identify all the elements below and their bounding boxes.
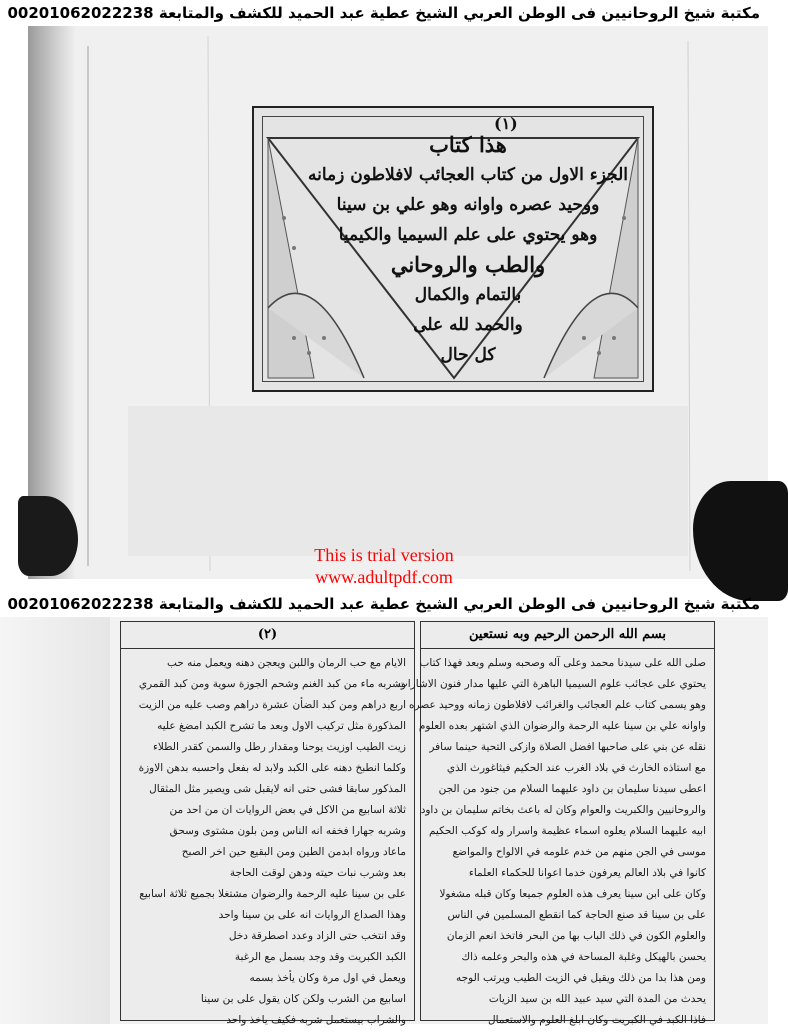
text-line: ويعمل في اول مرة وكان يأخذ بسمه: [249, 972, 406, 984]
text-line: اربع دراهم ومن كبد الضأن عشرة دراهم وصب عليه من الزيت: [138, 699, 406, 711]
trial-watermark-line1: This is trial version: [314, 545, 454, 565]
text-line: الايام مع حب الرمان واللبن ويعجن دهنه ويعمل منه حب: [167, 657, 406, 669]
scan-blank-margin: [0, 617, 110, 1024]
title-line: هذا كتاب: [429, 132, 507, 157]
scanned-page-title: [28, 26, 768, 579]
text-line: فاذا الكبد في الكبريت وكان ابلغ العلوم والاستعمال: [487, 1014, 706, 1026]
text-line: على بن سينا عليه الرحمة والرضوان مشتغلا بجميع ثلاثة اسابيع: [139, 888, 406, 900]
text-line: وقد انتخب حتى الزاد وعدد اصطرقة دخل: [228, 930, 406, 942]
title-line: وهو يحتوي على علم السيميا والكيميا: [338, 225, 598, 245]
text-line: والعلوم الكون في ذلك الباب بها من البحر فاتخذ انعم الزمان: [446, 930, 706, 942]
text-line: وهذا الصداع الروايات انه على بن سينا واحد: [218, 909, 406, 921]
text-column-left: [120, 621, 415, 1026]
column-body: [397, 649, 714, 1035]
text-line: مع استاذه الخارث في بلاد الغرب عند الحكيم فيثاغورث الذي: [446, 762, 706, 774]
scanned-page-text: [0, 617, 768, 1024]
text-line: يحسن بالهيكل وغلبة المساحة في هذه والبحر وعلمه ذاك: [461, 951, 706, 963]
text-line: بعد وشرب نبات حيته ودهن لوقت الحاجة: [229, 867, 406, 879]
text-line: اسابيع من الشرب ولكن كان يقول على بن سينا: [200, 993, 406, 1005]
title-line: والحمد لله على: [413, 315, 523, 335]
text-line: وشربه جهارا فخفه انه الناس ومن بلون مشتوى وسحق: [169, 825, 406, 837]
title-line: والطب والروحاني: [390, 252, 546, 277]
text-line: ومن هذا بدا من ذلك ويقيل في الزيت الطيب ويرتب الوجه: [456, 972, 706, 984]
column-header: بسم الله الرحمن الرحيم وبه نستعين: [421, 622, 714, 649]
text-line: يحدث من المدة التي سيد عبيد الله بن سيد الزيات: [488, 993, 706, 1005]
title-line: ووحيد عصره واوانه وهو علي بن سينا: [336, 195, 600, 215]
text-line: ثلاثة اسابيع من الاكل في بعض الروايات ان من احد من: [169, 804, 406, 816]
book-title: [294, 130, 642, 370]
text-line: وكان على ابن سينا يعرف هذه العلوم جميعا وكان قبله مشغولا: [439, 888, 706, 900]
text-line: على بن سينا قد صنع الحاجة كما انقطع المسلمين في الناس: [447, 909, 706, 921]
header-phone: 00201062022238: [7, 595, 154, 613]
text-line: وكلما انطبخ دهنه على الكبد ولابد له بفعل واحسبه بدهن الاوزة: [138, 762, 406, 774]
text-line: المذكور سابقا فشى حتى انه لايقبل شى ويصير مثل المثقال: [149, 783, 406, 795]
text-line: المذكورة مثل تركيب الاول وبعد ما تشرح الكبد امضغ عليه: [157, 720, 406, 732]
library-header-bottom: [0, 591, 768, 617]
text-line: وهو يسمى كتاب علم العجائب والغرائب لافلاطون زمانه ووحيد عصره: [409, 699, 706, 711]
text-line: وشربه ماء من كبد الغنم وشحم الجوزة سوية ومن كبد القمري: [138, 678, 406, 690]
text-line: ابيه عليهما السلام يعلوه اسماء عظيمة واسرار وله كوكب الحكيم: [428, 825, 706, 837]
title-frame: [252, 106, 654, 392]
text-line: ماعاد ورواه ابدمن الطين ومن البقيع حين اخر الصبح: [181, 846, 406, 858]
text-line: كانوا في بلاد العالم يعرفون خدما اعوانا للحكماء العلماء: [468, 867, 706, 879]
text-line: زيت الطيب اوزيت يوحنا ومقدار رطل والسمن كقدر الطلاء: [152, 741, 406, 753]
title-line: الجزء الاول من كتاب العجائب لافلاطون زمانه: [308, 165, 628, 185]
text-line: والشراب بيستعمل شربه فكيف ياخذ واحد: [226, 1014, 406, 1026]
text-line: صلى الله على سيدنا محمد وعلى آله وصحبه وسلم وبعد فهذا كتاب: [419, 657, 706, 669]
trial-watermark-line2: www.adultpdf.com: [315, 567, 453, 587]
header-text: مكتبة شيخ الروحانيين فى الوطن العربي الشيخ عطية عبد الحميد للكشف والمتابعة: [158, 4, 760, 22]
text-line: يحتوي على عجائب علوم السيميا الباهرة التي عليها مدار فنون الاشارات: [397, 678, 706, 690]
page-number: (١): [494, 114, 518, 133]
text-column-right: [397, 621, 715, 1026]
library-header-top: [0, 0, 768, 26]
text-line: موسى في الجن منهم من خدم علومه في الالواح والمواضع: [452, 846, 706, 858]
text-line: نقله عن بني على صاحبها افضل الصلاة وازكى التحية حينما سافر: [429, 741, 706, 753]
text-line: والروحانيين والكبريت والعوام وكان له باعث بخاتم سليمان بن داود: [420, 804, 706, 816]
title-line: بالتمام والكمال: [414, 285, 522, 305]
text-line: اعطى سيدنا سليمان بن داود عليهما السلام من جنود من الجن: [438, 783, 706, 795]
text-line: الكبد الكبريت وقد وجد بسمل مع الرغبة: [234, 951, 406, 963]
header-text: مكتبة شيخ الروحانيين فى الوطن العربي الشيخ عطية عبد الحميد للكشف والمتابعة: [158, 595, 760, 613]
column-header: (٢): [121, 622, 414, 649]
column-body: [121, 649, 414, 1035]
text-line: واوانه علي بن سينا عليه الرحمة والرضوان الذي اشتهر بعده العلوم: [418, 720, 706, 732]
title-line: كل حال: [440, 345, 496, 365]
header-phone: 00201062022238: [7, 4, 154, 22]
